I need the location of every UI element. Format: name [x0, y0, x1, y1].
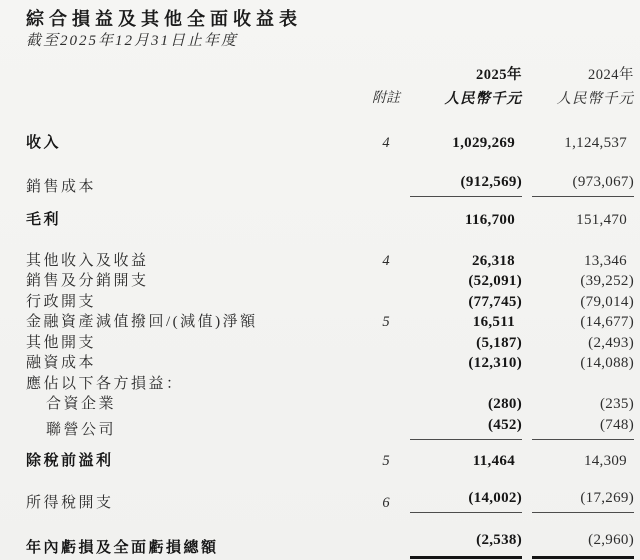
- row-value-2024: (79,014): [580, 293, 634, 310]
- row-label: 合資企業: [46, 396, 117, 412]
- table-row-other-expenses: [26, 333, 634, 354]
- row-value-2025: (77,745): [468, 293, 522, 310]
- table-row-gross-profit: [26, 210, 634, 231]
- row-label: 收入: [26, 135, 62, 151]
- row-value-2025: (12,310): [468, 355, 522, 371]
- table-row-total-loss-for-year: [26, 530, 634, 559]
- row-value-2024: 14,309: [583, 453, 627, 469]
- row-note: [362, 558, 410, 559]
- row-value-2025: 116,700: [464, 212, 515, 228]
- row-note: [362, 414, 410, 415]
- row-value-2024: (14,088): [580, 355, 634, 371]
- header-empty: [26, 108, 362, 109]
- row-label: 聯營公司: [46, 421, 117, 438]
- row-label: 銷售及分銷開支: [26, 273, 149, 289]
- table-row-selling-expenses: [26, 271, 634, 292]
- header-empty: [26, 85, 362, 86]
- row-value-2024: (17,269): [532, 488, 634, 514]
- row-value-2024: (14,677): [580, 314, 634, 330]
- table-row-profit-before-tax: [26, 451, 634, 472]
- row-note: 5: [382, 453, 390, 469]
- table-row-admin-expenses: [26, 292, 634, 313]
- row-value-2024: (973,067): [532, 172, 634, 198]
- row-label: 年內虧損及全面虧損總額: [26, 540, 219, 556]
- row-note: [362, 352, 410, 353]
- row-value-2024: (235): [600, 396, 634, 412]
- table-row-associates: [26, 415, 634, 441]
- header-note-label: 附註: [372, 90, 400, 106]
- row-value-2024: 13,346: [583, 252, 627, 269]
- header-unit-2024: 人民幣千元: [556, 90, 634, 107]
- table-header-units: [26, 89, 634, 110]
- row-note: 6: [382, 494, 390, 511]
- table-row-impairment-financial-assets: [26, 312, 634, 333]
- period-subtitle: 截至2025年12月31日止年度: [26, 33, 239, 49]
- row-value-2025: 16,511: [472, 314, 515, 330]
- row-note: 5: [382, 314, 390, 330]
- table-row-revenue: [26, 133, 634, 154]
- row-value-2025: (52,091): [468, 273, 522, 289]
- table-row-other-income: [26, 251, 634, 272]
- row-value-2025: 26,318: [471, 252, 515, 269]
- row-value-2025: (912,569): [410, 172, 522, 198]
- row-note: [362, 393, 410, 394]
- row-note: 4: [382, 135, 390, 151]
- table-row-income-tax-expense: [26, 488, 634, 514]
- row-label: 其他開支: [26, 334, 97, 351]
- table-row-cost-of-sales: [26, 172, 634, 198]
- row-value-2025: (452): [410, 415, 522, 441]
- header-empty: [362, 85, 410, 86]
- table-row-finance-costs: [26, 353, 634, 374]
- row-value-2025: 1,029,269: [452, 135, 515, 151]
- row-value-2025: (2,538): [410, 530, 522, 559]
- row-label: 除稅前溢利: [26, 453, 114, 469]
- row-value-2024: (748): [532, 415, 634, 441]
- row-value-2024: 1,124,537: [564, 135, 627, 151]
- row-value-2024: (2,960): [532, 530, 634, 559]
- table-header-years: [26, 65, 634, 86]
- row-note: [362, 230, 410, 231]
- row-label: 金融資產減值撥回/(減值)淨額: [26, 314, 258, 330]
- row-note: [362, 439, 410, 440]
- row-note: [362, 291, 410, 292]
- row-value-2024: 151,470: [576, 212, 627, 228]
- row-value-2024: (39,252): [580, 273, 634, 289]
- row-label: 應佔以下各方損益：: [26, 375, 184, 392]
- row-note: [362, 373, 410, 374]
- row-label: 毛利: [26, 212, 62, 228]
- header-year-2024: 2024年: [588, 67, 634, 83]
- row-note: 4: [382, 252, 390, 269]
- row-value-2025: 11,464: [472, 453, 515, 469]
- row-label: 銷售成本: [26, 178, 97, 195]
- row-value-2025: (14,002): [410, 488, 522, 514]
- row-label: 融資成本: [26, 355, 97, 371]
- header-year-2025: 2025年: [476, 67, 522, 83]
- row-label: 所得稅開支: [26, 494, 114, 511]
- header-unit-2025: 人民幣千元: [444, 90, 522, 107]
- table-row-joint-ventures: [26, 394, 634, 415]
- row-note: [362, 196, 410, 197]
- table-row-share-of-results-heading: [26, 374, 634, 395]
- row-value-2025: (280): [488, 396, 522, 412]
- row-label: 行政開支: [26, 293, 97, 310]
- row-value-2025: (5,187): [476, 334, 522, 351]
- row-label: 其他收入及收益: [26, 252, 149, 269]
- page-title: 綜合損益及其他全面收益表: [26, 9, 302, 29]
- row-value-2024: (2,493): [588, 334, 634, 351]
